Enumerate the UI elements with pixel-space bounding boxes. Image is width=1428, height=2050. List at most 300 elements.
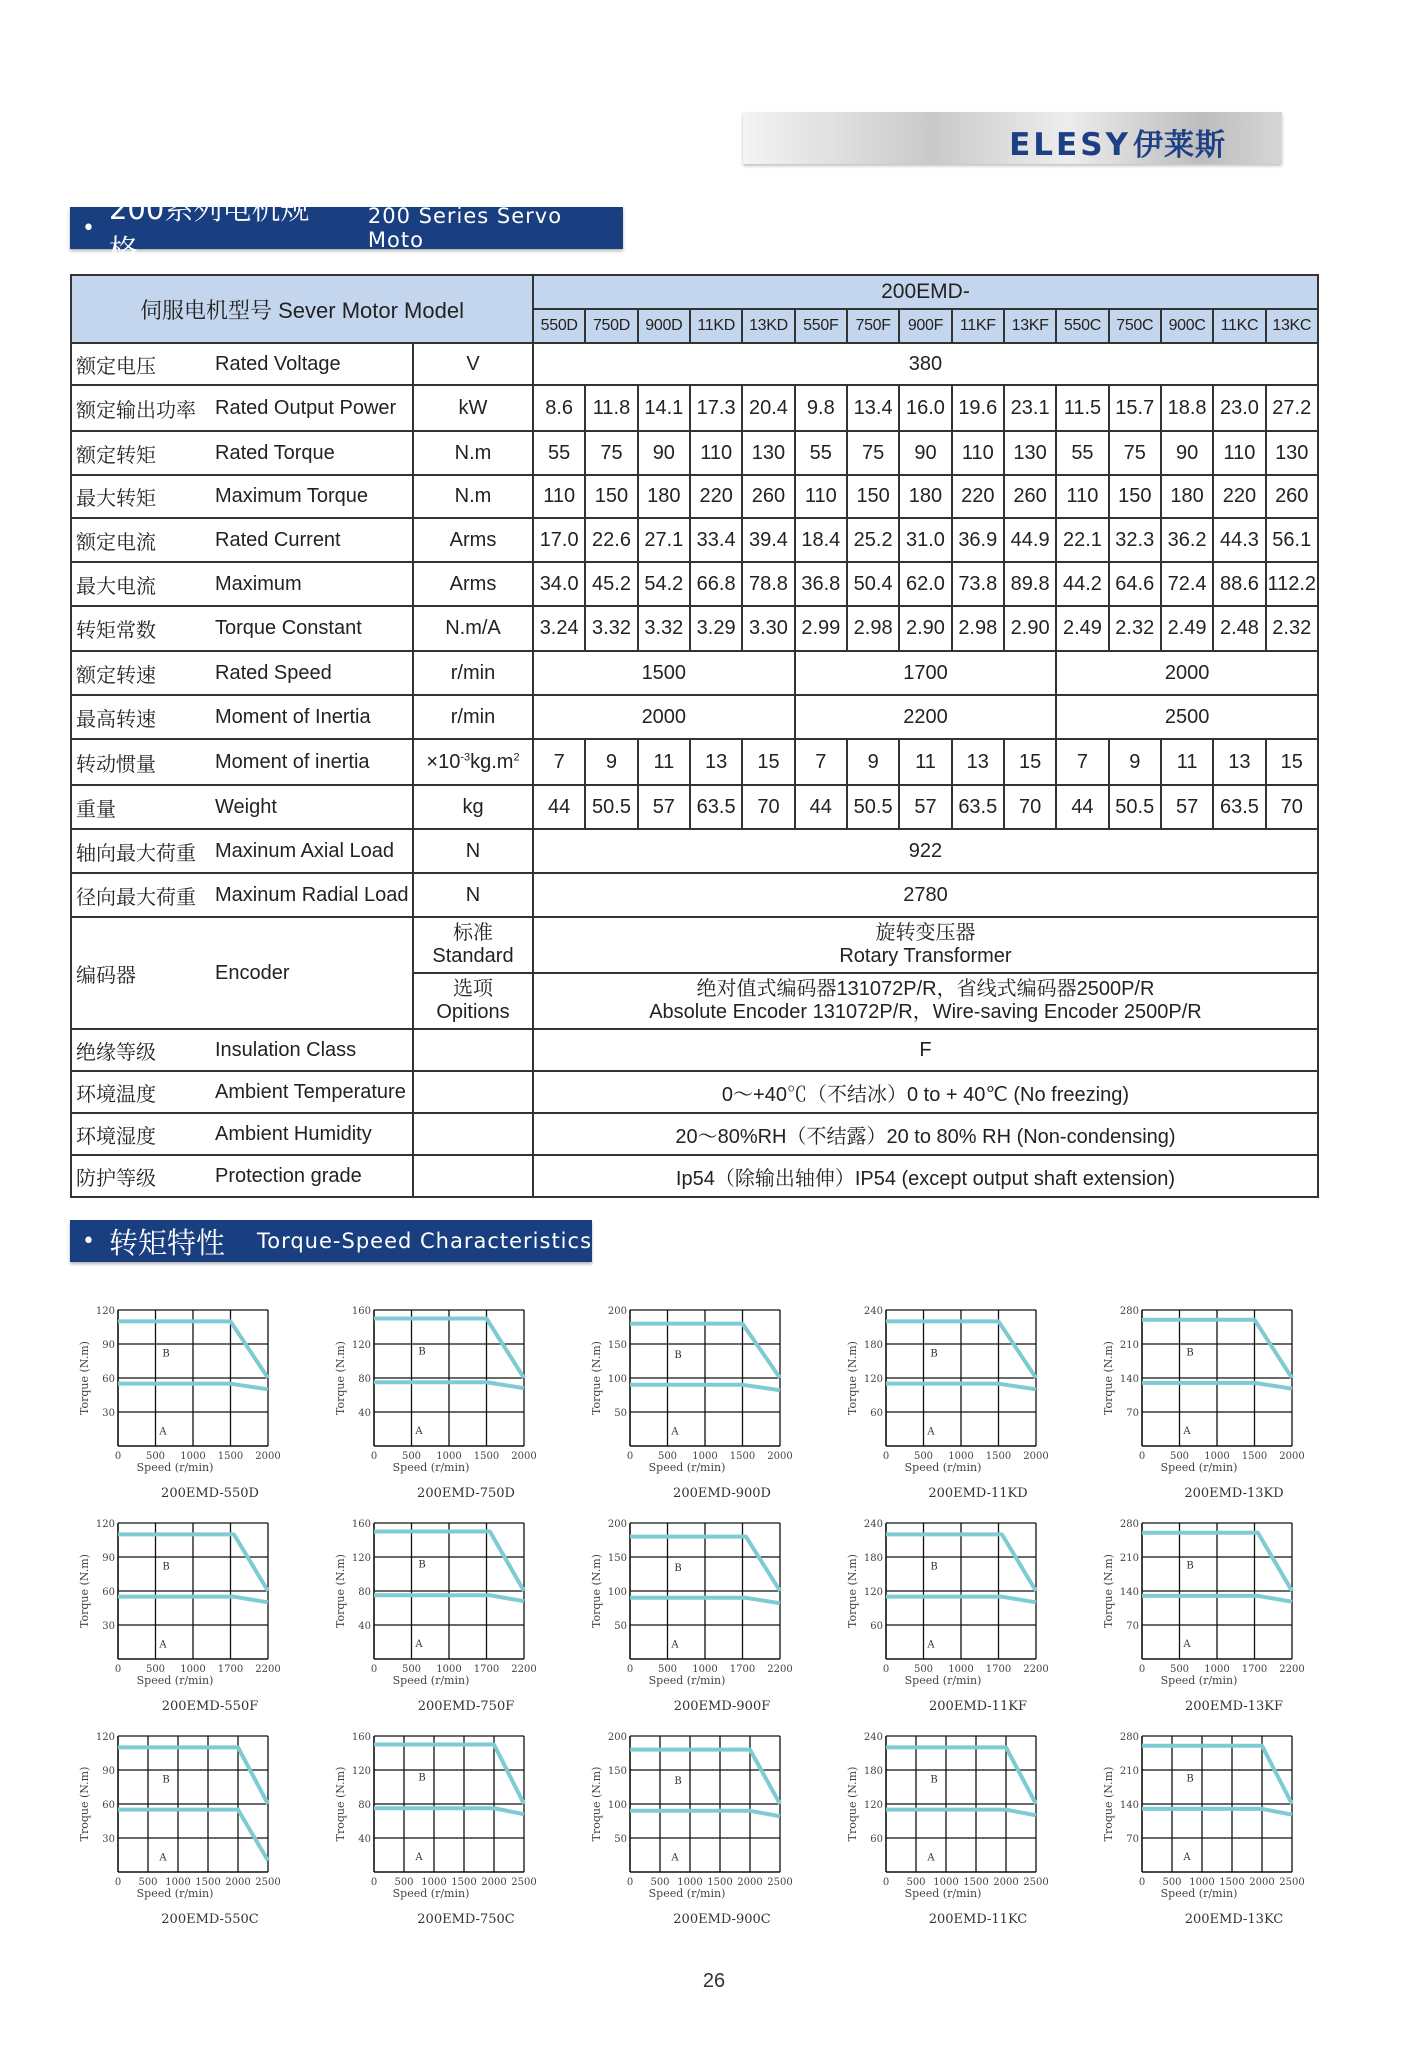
- x-tick-label: 0: [882, 1451, 890, 1462]
- value-cell: 14.1: [638, 385, 690, 431]
- value-cell: 7: [533, 739, 585, 785]
- value-cell: 3.29: [690, 606, 742, 651]
- value-cell: 66.8: [690, 562, 742, 606]
- x-tick-label: 500: [906, 1877, 926, 1888]
- x-tick-label: 0: [882, 1877, 890, 1888]
- x-tick-label: 1500: [473, 1451, 500, 1462]
- chart-caption: 200EMD-13KF: [1185, 1699, 1283, 1714]
- x-tick-label: 1700: [473, 1664, 500, 1675]
- x-tick-label: 2000: [1279, 1451, 1305, 1462]
- value-cell: 3.30: [742, 606, 794, 651]
- torque-speed-chart: [582, 1726, 822, 1938]
- region-label: A: [159, 1852, 167, 1864]
- y-axis-label: Torque (N.m): [334, 1341, 347, 1415]
- x-tick-label: 500: [145, 1451, 166, 1462]
- y-tick-label: 60: [102, 1800, 115, 1811]
- series-line-a: [886, 1810, 1036, 1816]
- row-label-cn: 轴向最大荷重: [71, 829, 209, 873]
- model-header-cell: 11KD: [690, 309, 742, 343]
- value-cell: 7: [1056, 739, 1108, 785]
- x-axis-label: Speed (r/min): [136, 1461, 214, 1474]
- spec-row-voltage: [71, 343, 1318, 385]
- y-axis-label: Torque (N.m): [78, 1554, 91, 1628]
- region-label: A: [927, 1639, 935, 1651]
- row-label-cn: 转动惯量: [71, 739, 209, 785]
- row-label-en: Rated Speed: [209, 651, 413, 695]
- value-cell: 8.6: [533, 385, 585, 431]
- value-cell: 13: [952, 739, 1004, 785]
- value-cell: 130: [742, 431, 794, 475]
- row-unit: kg: [413, 785, 533, 829]
- row-unit: N.m/A: [413, 606, 533, 651]
- value-cell: 17.0: [533, 518, 585, 562]
- region-label: B: [1186, 1560, 1194, 1572]
- chart-caption: 200EMD-550F: [161, 1699, 259, 1714]
- value-cell: 39.4: [742, 518, 794, 562]
- value-cell: 220: [952, 475, 1004, 518]
- x-tick-label: 2000: [993, 1877, 1019, 1888]
- value-cell: 70: [1004, 785, 1056, 829]
- x-tick-label: 2000: [1023, 1451, 1049, 1462]
- value-cell: 57: [899, 785, 951, 829]
- torque-speed-chart: [582, 1513, 822, 1725]
- series-line-b: [886, 1747, 1036, 1804]
- group-value-cell: 1500: [533, 651, 795, 695]
- value-cell: 75: [585, 431, 637, 475]
- value-cell: 55: [795, 431, 847, 475]
- value-cell: 64.6: [1109, 562, 1161, 606]
- x-tick-label: 500: [401, 1664, 422, 1675]
- row-label-en: Rated Voltage: [209, 343, 413, 385]
- x-tick-label: 1000: [948, 1451, 974, 1462]
- value-cell: 70: [1266, 785, 1318, 829]
- y-tick-label: 60: [870, 1834, 883, 1845]
- row-label-cn: 编码器: [71, 917, 209, 1029]
- row-label-en: Maxinum Radial Load: [209, 873, 413, 917]
- x-tick-label: 500: [138, 1877, 158, 1888]
- spec-row-humidity: [71, 1113, 1318, 1155]
- y-tick-label: 120: [95, 1732, 115, 1743]
- value-cell: 3.32: [585, 606, 637, 651]
- row-label-cn: 最大电流: [71, 562, 209, 606]
- torque-speed-chart: [582, 1300, 822, 1512]
- value-cell: 112.2: [1266, 562, 1318, 606]
- region-label: B: [418, 1559, 426, 1571]
- y-tick-label: 280: [1119, 1306, 1139, 1317]
- series-line-b: [374, 1745, 524, 1805]
- value-cell: 13: [690, 739, 742, 785]
- y-tick-label: 40: [358, 1621, 371, 1632]
- value-cell: 27.1: [638, 518, 690, 562]
- chart-svg: [326, 1726, 566, 1938]
- region-label: A: [671, 1639, 679, 1651]
- chart-caption: 200EMD-900D: [673, 1486, 771, 1501]
- value-cell: 36.8: [795, 562, 847, 606]
- x-tick-label: 1500: [729, 1451, 756, 1462]
- spec-row-max_current: [71, 562, 1318, 606]
- row-label-cn: 额定转速: [71, 651, 209, 695]
- y-tick-label: 60: [870, 1621, 883, 1632]
- region-label: A: [415, 1426, 423, 1438]
- y-tick-label: 40: [358, 1408, 371, 1419]
- series-label: 200EMD-: [533, 275, 1318, 309]
- x-tick-label: 1000: [677, 1877, 703, 1888]
- value-cell: 15: [742, 739, 794, 785]
- x-tick-label: 1000: [1204, 1664, 1230, 1675]
- value-cell: 33.4: [690, 518, 742, 562]
- value-cell: 55: [1056, 431, 1108, 475]
- row-label-en: Maximum Torque: [209, 475, 413, 518]
- model-header-cell: 550C: [1056, 309, 1108, 343]
- region-label: B: [1186, 1773, 1194, 1785]
- x-tick-label: 500: [657, 1451, 678, 1462]
- value-cell: 17.3: [690, 385, 742, 431]
- x-tick-label: 0: [1138, 1877, 1146, 1888]
- value-cell: 22.6: [585, 518, 637, 562]
- chart-caption: 200EMD-900C: [673, 1912, 771, 1927]
- series-line-b: [1142, 1746, 1292, 1804]
- group-value-cell: 2500: [1056, 695, 1318, 739]
- row-unit: Arms: [413, 562, 533, 606]
- value-cell: 260: [1266, 475, 1318, 518]
- y-axis-label: Torque (N.m): [846, 1554, 859, 1628]
- value-cell: 75: [1109, 431, 1161, 475]
- x-tick-label: 1000: [421, 1877, 447, 1888]
- chart-svg: [582, 1300, 822, 1512]
- region-label: B: [1186, 1347, 1194, 1359]
- chart-caption: 200EMD-900F: [673, 1699, 771, 1714]
- spec-row-max_torque: [71, 475, 1318, 518]
- x-axis-label: Speed (r/min): [392, 1674, 470, 1687]
- row-label-cn: 最大转矩: [71, 475, 209, 518]
- x-tick-label: 1000: [933, 1877, 959, 1888]
- series-line-a: [630, 1811, 780, 1816]
- row-unit: Arms: [413, 518, 533, 562]
- x-axis-label: Speed (r/min): [136, 1887, 214, 1900]
- value-cell: 44: [1056, 785, 1108, 829]
- value-cell: 88.6: [1213, 562, 1265, 606]
- x-tick-label: 0: [1138, 1451, 1146, 1462]
- y-tick-label: 80: [358, 1587, 371, 1598]
- value-cell: 36.9: [952, 518, 1004, 562]
- value-cell: 57: [638, 785, 690, 829]
- value-cell: 44.9: [1004, 518, 1056, 562]
- x-tick-label: 2200: [767, 1664, 793, 1675]
- row-label-cn: 重量: [71, 785, 209, 829]
- region-label: A: [671, 1426, 679, 1438]
- model-header-cell: 13KD: [742, 309, 794, 343]
- y-tick-label: 150: [607, 1340, 627, 1351]
- model-header-cell: 550D: [533, 309, 585, 343]
- row-label-en: Ambient Temperature: [209, 1071, 413, 1113]
- chart-caption: 200EMD-750D: [417, 1486, 515, 1501]
- x-tick-label: 1000: [1204, 1451, 1230, 1462]
- row-label-en: Rated Current: [209, 518, 413, 562]
- value-cell: 23.0: [1213, 385, 1265, 431]
- row-unit: V: [413, 343, 533, 385]
- y-axis-label: Torque (N.m): [1102, 1341, 1115, 1415]
- value-cell: 16.0: [899, 385, 951, 431]
- value-cell: 220: [690, 475, 742, 518]
- row-label-en: Moment of inertia: [209, 739, 413, 785]
- value-cell: 63.5: [952, 785, 1004, 829]
- row-label-cn: 额定转矩: [71, 431, 209, 475]
- x-axis-label: Speed (r/min): [904, 1461, 982, 1474]
- chart-svg: [1094, 1726, 1334, 1938]
- model-header-cell: 13KC: [1266, 309, 1318, 343]
- y-axis-label: Torque (N.m): [590, 1341, 603, 1415]
- value-cell: 32.3: [1109, 518, 1161, 562]
- x-tick-label: 500: [1169, 1451, 1190, 1462]
- value-cell: 9.8: [795, 385, 847, 431]
- y-tick-label: 100: [607, 1800, 627, 1811]
- value-cell: 2.49: [1056, 606, 1108, 651]
- encoder-option-label: 选项 Opitions: [413, 973, 533, 1029]
- value-cell: 62.0: [899, 562, 951, 606]
- value-cell: 150: [847, 475, 899, 518]
- y-tick-label: 60: [870, 1408, 883, 1419]
- x-tick-label: 2200: [1023, 1664, 1049, 1675]
- chart-caption: 200EMD-750C: [417, 1912, 515, 1927]
- value-cell: 44.3: [1213, 518, 1265, 562]
- y-tick-label: 200: [607, 1519, 627, 1530]
- x-tick-label: 500: [657, 1664, 678, 1675]
- region-label: B: [674, 1776, 682, 1788]
- y-tick-label: 140: [1119, 1587, 1139, 1598]
- row-label-cn: 环境温度: [71, 1071, 209, 1113]
- section-title-cn: 200系列电机规格: [108, 192, 310, 267]
- row-unit: r/min: [413, 695, 533, 739]
- row-unit-empty: [413, 1155, 533, 1197]
- region-label: A: [927, 1426, 935, 1438]
- series-line-a: [374, 1808, 524, 1814]
- row-label-cn: 绝缘等级: [71, 1029, 209, 1071]
- value-cell: 18.4: [795, 518, 847, 562]
- row-unit: $\times 10^{-3}kg.m^2$: [413, 739, 533, 785]
- x-tick-label: 2200: [255, 1664, 281, 1675]
- region-label: B: [162, 1774, 170, 1786]
- y-axis-label: Torque (N.m): [334, 1554, 347, 1628]
- x-tick-label: 500: [1162, 1877, 1182, 1888]
- model-header-cell: 750D: [585, 309, 637, 343]
- value-cell: 15.7: [1109, 385, 1161, 431]
- x-tick-label: 0: [370, 1451, 378, 1462]
- region-label: A: [415, 1852, 423, 1864]
- y-tick-label: 210: [1119, 1766, 1139, 1777]
- chart-svg: [838, 1726, 1078, 1938]
- value-cell: 34.0: [533, 562, 585, 606]
- model-header-cell: 750F: [847, 309, 899, 343]
- x-tick-label: 0: [114, 1664, 122, 1675]
- section-title-en: 200 Series Servo Moto: [367, 204, 563, 252]
- chart-caption: 200EMD-13KD: [1184, 1486, 1284, 1501]
- y-tick-label: 160: [351, 1306, 371, 1317]
- y-tick-label: 140: [1119, 1800, 1139, 1811]
- model-label: 伺服电机型号 Sever Motor Model: [71, 275, 533, 343]
- value-cell: 20.4: [742, 385, 794, 431]
- x-tick-label: 1700: [729, 1664, 756, 1675]
- x-axis-label: Speed (r/min): [904, 1887, 982, 1900]
- y-tick-label: 180: [863, 1340, 883, 1351]
- torque-speed-chart: [838, 1513, 1078, 1725]
- x-tick-label: 2000: [481, 1877, 507, 1888]
- value-cell: 63.5: [1213, 785, 1265, 829]
- row-label-en: Torque Constant: [209, 606, 413, 651]
- y-tick-label: 200: [607, 1732, 627, 1743]
- chart-svg: [838, 1513, 1078, 1725]
- spec-row-temp: [71, 1071, 1318, 1113]
- chart-svg: [70, 1513, 310, 1725]
- value-cell: 110: [952, 431, 1004, 475]
- chart-svg: [70, 1726, 310, 1938]
- y-tick-label: 100: [607, 1587, 627, 1598]
- value-cell: 75: [847, 431, 899, 475]
- row-label-en: Rated Torque: [209, 431, 413, 475]
- row-label-en: Weight: [209, 785, 413, 829]
- x-tick-label: 2000: [1249, 1877, 1275, 1888]
- y-tick-label: 150: [607, 1766, 627, 1777]
- value-cell: 56.1: [1266, 518, 1318, 562]
- spec-row-weight: [71, 785, 1318, 829]
- model-header-cell: 900C: [1161, 309, 1213, 343]
- region-label: A: [159, 1639, 167, 1651]
- value-cell: 2.98: [952, 606, 1004, 651]
- row-value: 380: [533, 343, 1318, 385]
- value-cell: 9: [847, 739, 899, 785]
- x-tick-label: 1500: [707, 1877, 733, 1888]
- value-cell: 110: [1213, 431, 1265, 475]
- x-tick-label: 2000: [737, 1877, 763, 1888]
- group-value-cell: 2000: [533, 695, 795, 739]
- x-tick-label: 0: [370, 1877, 378, 1888]
- y-axis-label: Troque (N.m): [1102, 1766, 1115, 1842]
- y-tick-label: 100: [607, 1374, 627, 1385]
- y-tick-label: 210: [1119, 1553, 1139, 1564]
- group-value-cell: 2200: [795, 695, 1057, 739]
- y-tick-label: 180: [863, 1553, 883, 1564]
- spec-row-power: [71, 385, 1318, 431]
- row-unit: N: [413, 873, 533, 917]
- value-cell: 55: [533, 431, 585, 475]
- x-axis-label: Speed (r/min): [648, 1461, 726, 1474]
- value-cell: 2.49: [1161, 606, 1213, 651]
- y-tick-label: 140: [1119, 1374, 1139, 1385]
- chart-caption: 200EMD-750F: [417, 1699, 515, 1714]
- chart-caption: 200EMD-550D: [161, 1486, 259, 1501]
- x-tick-label: 1500: [195, 1877, 221, 1888]
- value-cell: 78.8: [742, 562, 794, 606]
- value-cell: 50.5: [847, 785, 899, 829]
- value-cell: 260: [1004, 475, 1056, 518]
- value-cell: 90: [1161, 431, 1213, 475]
- model-header-cell: 900D: [638, 309, 690, 343]
- spec-row-rated_torque: [71, 431, 1318, 475]
- region-label: B: [930, 1348, 938, 1360]
- x-axis-label: Speed (r/min): [648, 1887, 726, 1900]
- chart-svg: [326, 1513, 566, 1725]
- chart-caption: 200EMD-550C: [161, 1912, 259, 1927]
- torque-speed-chart: [70, 1726, 310, 1938]
- encoder-standard-label: 标准 Standard: [413, 917, 533, 973]
- value-cell: 180: [1161, 475, 1213, 518]
- spec-table: [70, 274, 1319, 1198]
- y-tick-label: 50: [614, 1621, 627, 1632]
- value-cell: 15: [1266, 739, 1318, 785]
- y-tick-label: 30: [102, 1408, 115, 1419]
- row-label-cn: 径向最大荷重: [71, 873, 209, 917]
- x-tick-label: 1000: [180, 1451, 206, 1462]
- x-tick-label: 1000: [436, 1451, 462, 1462]
- chart-svg: [70, 1300, 310, 1512]
- y-tick-label: 240: [863, 1519, 883, 1530]
- y-axis-label: Torque (N.m): [1102, 1554, 1115, 1628]
- value-cell: 2.90: [1004, 606, 1056, 651]
- series-line-a: [118, 1810, 268, 1864]
- x-tick-label: 500: [145, 1664, 166, 1675]
- y-tick-label: 120: [863, 1374, 883, 1385]
- value-cell: 2.98: [847, 606, 899, 651]
- torque-speed-chart: [838, 1300, 1078, 1512]
- row-unit-empty: [413, 1071, 533, 1113]
- value-cell: 150: [1109, 475, 1161, 518]
- x-tick-label: 500: [1169, 1664, 1190, 1675]
- y-axis-label: Torque (N.m): [846, 1341, 859, 1415]
- row-label-en: Insulation Class: [209, 1029, 413, 1071]
- x-tick-label: 1000: [1189, 1877, 1215, 1888]
- value-cell: 27.2: [1266, 385, 1318, 431]
- x-tick-label: 2500: [255, 1877, 281, 1888]
- section-header-specs: • 200系列电机规格 200 Series Servo Moto: [70, 207, 623, 249]
- y-tick-label: 150: [607, 1553, 627, 1564]
- value-cell: 90: [638, 431, 690, 475]
- y-tick-label: 90: [102, 1553, 115, 1564]
- row-label-en: Ambient Humidity: [209, 1113, 413, 1155]
- value-cell: 260: [742, 475, 794, 518]
- value-cell: 110: [1056, 475, 1108, 518]
- x-tick-label: 1000: [692, 1451, 718, 1462]
- y-tick-label: 120: [351, 1766, 371, 1777]
- row-value: 20～80%RH（不结露）20 to 80% RH (Non-condensing): [533, 1113, 1318, 1155]
- y-tick-label: 120: [863, 1800, 883, 1811]
- y-axis-label: Torque (N.m): [590, 1554, 603, 1628]
- x-tick-label: 1000: [692, 1664, 718, 1675]
- torque-speed-chart: [1094, 1300, 1334, 1512]
- row-label-cn: 额定输出功率: [71, 385, 209, 431]
- encoder-option-value: 绝对值式编码器131072P/R，省线式编码器2500P/R Absolute Encoder 131072P/R，Wire-saving Encoder 2500P/R: [533, 973, 1318, 1029]
- y-axis-label: Troque (N.m): [78, 1766, 91, 1842]
- x-tick-label: 1700: [217, 1664, 244, 1675]
- value-cell: 72.4: [1161, 562, 1213, 606]
- x-tick-label: 2200: [511, 1664, 537, 1675]
- value-cell: 31.0: [899, 518, 951, 562]
- x-axis-label: Speed (r/min): [136, 1674, 214, 1687]
- value-cell: 11: [899, 739, 951, 785]
- value-cell: 89.8: [1004, 562, 1056, 606]
- x-tick-label: 2500: [511, 1877, 537, 1888]
- chart-caption: 200EMD-11KD: [928, 1486, 1028, 1501]
- y-axis-label: Troque (N.m): [846, 1766, 859, 1842]
- row-label-cn: 转矩常数: [71, 606, 209, 651]
- value-cell: 63.5: [690, 785, 742, 829]
- value-cell: 57: [1161, 785, 1213, 829]
- x-axis-label: Speed (r/min): [648, 1674, 726, 1687]
- chart-caption: 200EMD-11KC: [928, 1912, 1028, 1927]
- x-axis-label: Speed (r/min): [1160, 1887, 1238, 1900]
- region-label: A: [927, 1852, 935, 1864]
- value-cell: 45.2: [585, 562, 637, 606]
- y-tick-label: 40: [358, 1834, 371, 1845]
- y-tick-label: 240: [863, 1732, 883, 1743]
